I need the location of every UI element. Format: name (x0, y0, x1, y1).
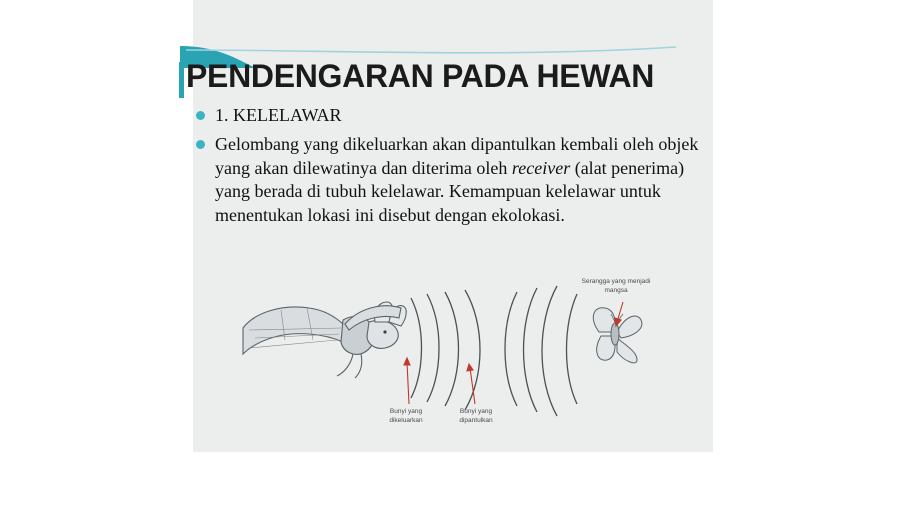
bullet-list (196, 104, 716, 233)
list-item (196, 133, 716, 227)
list-item (196, 104, 716, 127)
reflected-sound-waves (505, 286, 577, 416)
bullet-dot-icon (196, 111, 205, 120)
figure-label-reflected: Bunyi yang dipantulkan (459, 408, 493, 424)
bat-echolocation-figure (225, 268, 695, 448)
page-title: PENDENGARAN PADA HEWAN (186, 58, 655, 94)
title-accent-bar (179, 62, 184, 98)
bullet-dot-icon (196, 140, 205, 149)
bullet-text-1: 1. KELELAWAR (215, 105, 342, 125)
bat-illustration (243, 302, 406, 378)
figure-label-emitted: Bunyi yang dikeluarkan (389, 408, 423, 424)
insect-illustration (593, 308, 642, 363)
pointer-arrows (404, 302, 623, 404)
emitted-sound-waves (411, 290, 480, 410)
bullet-text-2: Gelombang yang dikeluarkan akan dipantulkan kembali oleh objek yang akan dilewatinya dan diterima oleh receiver (alat penerima) yang berada di tubuh kelelawar. Kemampuan kelelawar untuk menentukan lokasi ini disebut dengan ekolokasi. (215, 134, 699, 225)
figure-label-insect: Serangga yang menjadi mangsa (581, 278, 651, 294)
